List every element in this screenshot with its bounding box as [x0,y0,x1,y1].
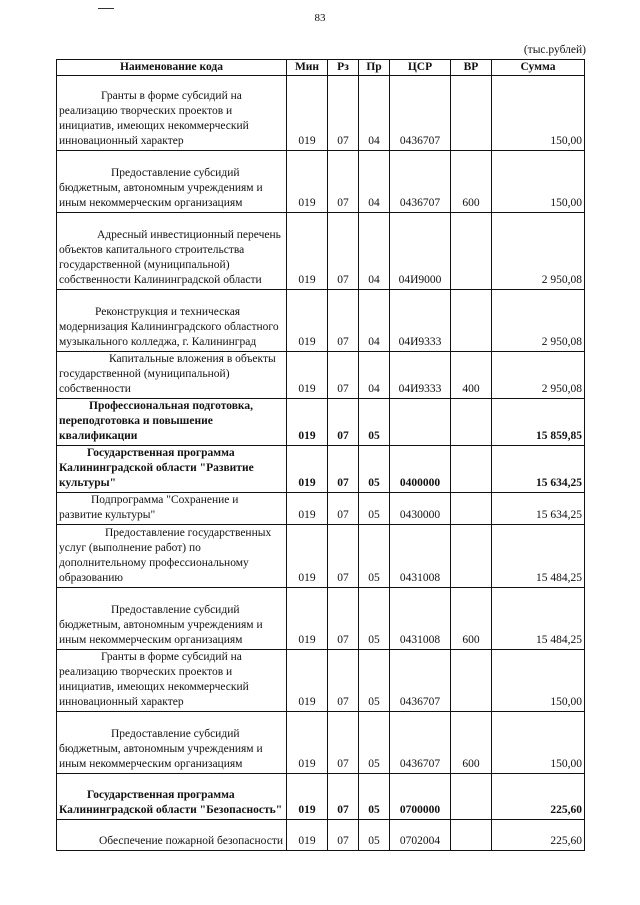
row-name: Предоставление субсидий бюджетным, автономным учреждениям и иным некоммерческим организациям [57,151,287,213]
row-rz: 07 [328,525,359,588]
header-vr: ВР [451,60,492,76]
row-rz: 07 [328,76,359,151]
row-min: 019 [287,352,328,399]
table-row [57,525,585,588]
row-rz: 07 [328,446,359,493]
table-row [57,446,585,493]
table-row [57,650,585,712]
header-csr: ЦСР [390,60,451,76]
row-sum: 15 634,25 [492,446,585,493]
row-rz: 07 [328,493,359,525]
row-csr [390,399,451,446]
table-row [57,588,585,650]
row-sum: 2 950,08 [492,290,585,352]
row-csr: 0400000 [390,446,451,493]
header-name: Наименование кода [57,60,287,76]
row-rz: 07 [328,588,359,650]
row-csr: 0431008 [390,525,451,588]
row-name: Предоставление субсидий бюджетным, автономным учреждениям и иным некоммерческим организациям [57,588,287,650]
row-min: 019 [287,493,328,525]
row-vr: 600 [451,712,492,774]
table-row [57,290,585,352]
row-vr [451,290,492,352]
row-min: 019 [287,774,328,820]
row-rz: 07 [328,712,359,774]
row-sum: 150,00 [492,151,585,213]
table-row [57,352,585,399]
row-vr [451,446,492,493]
row-csr: 0431008 [390,588,451,650]
table-row [57,76,585,151]
row-min: 019 [287,588,328,650]
row-vr [451,76,492,151]
row-sum: 2 950,08 [492,352,585,399]
header-row [57,60,585,76]
table-row [57,399,585,446]
table-row [57,213,585,290]
header-pr: Пр [359,60,390,76]
row-csr: 0702004 [390,820,451,851]
row-vr [451,820,492,851]
row-sum: 150,00 [492,76,585,151]
row-vr [451,525,492,588]
row-min: 019 [287,290,328,352]
row-csr: 04И9333 [390,290,451,352]
row-min: 019 [287,712,328,774]
row-sum: 15 484,25 [492,525,585,588]
row-pr: 05 [359,774,390,820]
row-pr: 05 [359,525,390,588]
row-name: Предоставление государственных услуг (выполнение работ) по дополнительному профессиональному образованию [57,525,287,588]
row-min: 019 [287,76,328,151]
table-row [57,712,585,774]
row-name: Государственная программа Калининградской области "Развитие культуры" [57,446,287,493]
row-vr: 600 [451,151,492,213]
row-min: 019 [287,525,328,588]
row-min: 019 [287,650,328,712]
row-pr: 04 [359,151,390,213]
row-name: Капитальные вложения в объекты государственной (муниципальной) собственности [57,352,287,399]
row-min: 019 [287,399,328,446]
row-sum: 225,60 [492,774,585,820]
row-vr [451,493,492,525]
row-csr: 04И9000 [390,213,451,290]
row-pr: 05 [359,588,390,650]
row-pr: 05 [359,820,390,851]
row-sum: 15 634,25 [492,493,585,525]
row-csr: 0436707 [390,712,451,774]
row-sum: 150,00 [492,712,585,774]
row-rz: 07 [328,290,359,352]
page-number: 83 [314,12,326,24]
row-rz: 07 [328,650,359,712]
row-name: Подпрограмма "Сохранение и развитие культуры" [57,493,287,525]
row-rz: 07 [328,774,359,820]
row-name: Обеспечение пожарной безопасности [57,820,287,851]
row-rz: 07 [328,352,359,399]
row-min: 019 [287,213,328,290]
row-csr: 0436707 [390,151,451,213]
budget-table [56,59,585,851]
table-body [57,76,585,851]
row-csr: 04И9333 [390,352,451,399]
row-sum: 15 859,85 [492,399,585,446]
row-name: Предоставление субсидий бюджетным, автономным учреждениям и иным некоммерческим организациям [57,712,287,774]
row-name: Профессиональная подготовка, переподготовка и повышение квалификации [57,399,287,446]
row-vr [451,774,492,820]
row-min: 019 [287,820,328,851]
row-pr: 04 [359,352,390,399]
table-row [57,493,585,525]
row-vr [451,213,492,290]
row-sum: 15 484,25 [492,588,585,650]
row-pr: 04 [359,290,390,352]
row-min: 019 [287,446,328,493]
row-csr: 0430000 [390,493,451,525]
row-name: Гранты в форме субсидий на реализацию творческих проектов и инициатив, имеющих некоммерческий инновационный характер [57,650,287,712]
row-pr: 05 [359,399,390,446]
row-sum: 225,60 [492,820,585,851]
row-sum: 150,00 [492,650,585,712]
header-sum: Сумма [492,60,585,76]
row-vr [451,399,492,446]
top-dash-mark [98,8,114,9]
row-rz: 07 [328,399,359,446]
row-name: Реконструкция и техническая модернизация Калининградского областного музыкального колледжа, г. Калининград [57,290,287,352]
row-sum: 2 950,08 [492,213,585,290]
header-rz: Рз [328,60,359,76]
row-min: 019 [287,151,328,213]
row-csr: 0436707 [390,76,451,151]
header-min: Мин [287,60,328,76]
row-name: Адресный инвестиционный перечень объектов капитального строительства государственной (муниципальной) собственности Калининградской области [57,213,287,290]
row-pr: 05 [359,712,390,774]
row-name: Гранты в форме субсидий на реализацию творческих проектов и инициатив, имеющих некоммерческий инновационный характер [57,76,287,151]
row-pr: 04 [359,76,390,151]
row-rz: 07 [328,820,359,851]
row-vr: 400 [451,352,492,399]
row-csr: 0436707 [390,650,451,712]
row-pr: 05 [359,446,390,493]
row-pr: 05 [359,650,390,712]
row-pr: 05 [359,493,390,525]
units-label: (тыс.рублей) [523,44,586,56]
row-pr: 04 [359,213,390,290]
row-vr: 600 [451,588,492,650]
row-name: Государственная программа Калининградской области "Безопасность" [57,774,287,820]
row-rz: 07 [328,151,359,213]
table-row [57,820,585,851]
table-row [57,774,585,820]
row-csr: 0700000 [390,774,451,820]
row-vr [451,650,492,712]
table-row [57,151,585,213]
row-rz: 07 [328,213,359,290]
